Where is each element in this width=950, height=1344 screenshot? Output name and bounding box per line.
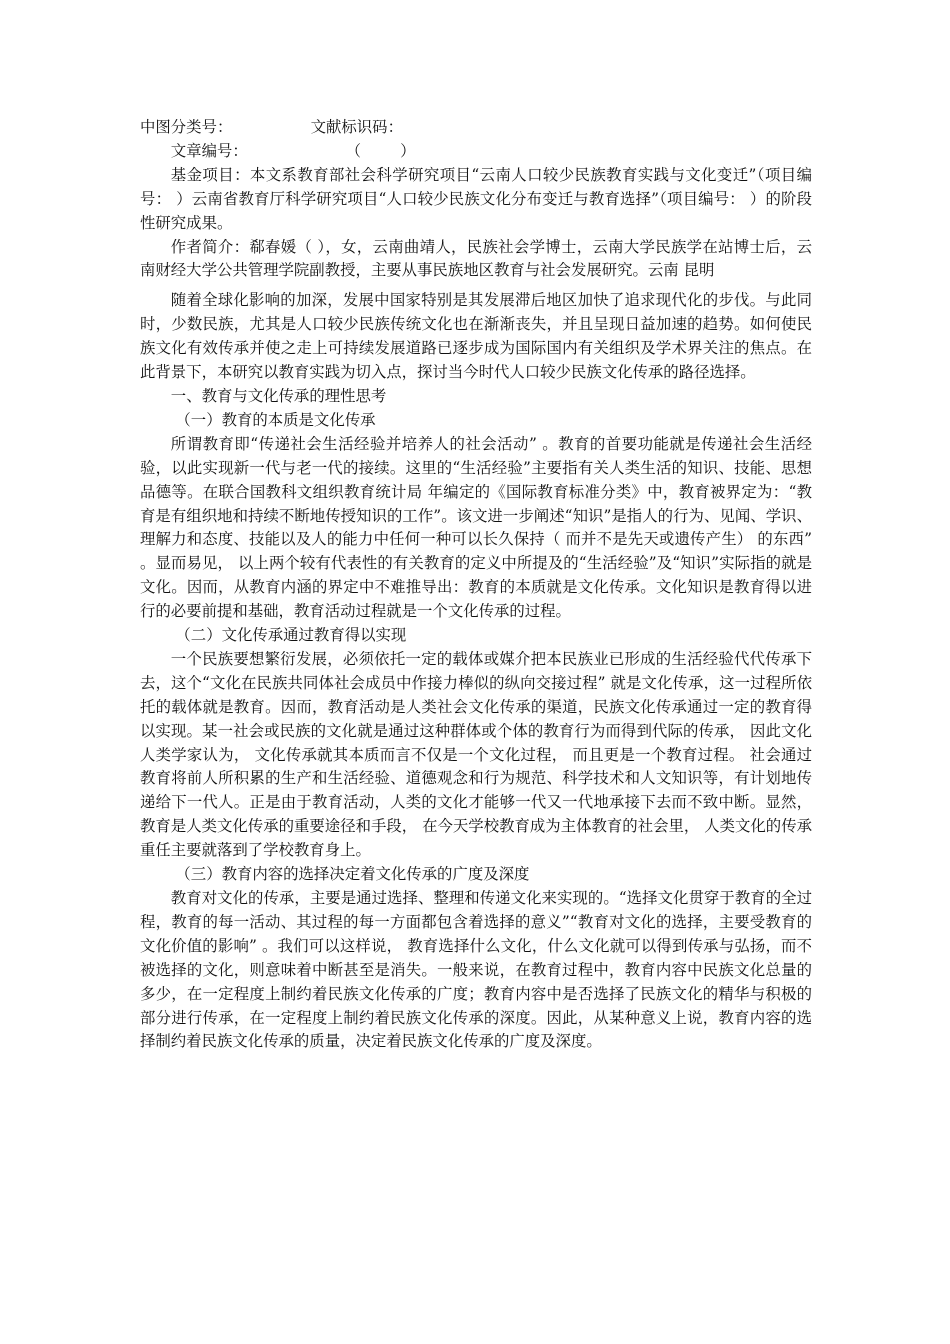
classification-line: 中图分类号： 文献标识码： xyxy=(140,118,403,136)
fund-paragraph: 基金项目：本文系教育部社会科学研究项目“云南人口较少民族教育实践与文化变迁”（项目编号： ）云南省教育厅科学研究项目“人口较少民族文化分布变迁与教育选择”（项目编号： ）的阶段性研究成果。 xyxy=(140,165,812,232)
subsection-heading-3: （三）教育内容的选择决定着文化传承的广度及深度 xyxy=(175,865,530,884)
intro-paragraph: 随着全球化影响的加深，发展中国家特别是其发展滞后地区加快了追求现代化的步伐。与此同时，少数民族，尤其是人口较少民族传统文化也在渐渐丧失，并且呈现日益加速的趋势。如何使民族文化有效传承并使之走上可持续发展道路已逐步成为国际国内有关组织及学术界关注的焦点。在此背景下，本研究以教育实践为切入点，探讨当今时代人口较少民族文化传承的路径选择。 xyxy=(140,291,812,382)
subsection-body-1: 所谓教育即“传递社会生活经验并培养人的社会活动” 。教育的首要功能就是传递社会生活经验，以此实现新一代与老一代的接续。这里的“生活经验”主要指有关人类生活的知识、技能、思想品德等。在联合国教科文组织教育统计局 年编定的《国际教育标准分类》中，教育被界定为：“教育是有组织地和持续不断地传授知识的工作”。该文进一步阐述“知识”是指人的行为、见闻、学识、理解力和态度、技能以及人的能力中任何一种可以长久保持（ 而并不是先天或遗传产生） 的东西” 。显而易见， 以上两个较有代表性的有关教育的定义中所提及的“生活经验”及“知识”实际指的就是文化。因而，从教育内涵的界定中不难推导出：教育的本质就是文化传承。文化知识是教育得以进行的必要前提和基础，教育活动过程就是一个文化传承的过程。 xyxy=(140,434,812,621)
subsection-body-3: 教育对文化的传承，主要是通过选择、整理和传递文化来实现的。“选择文化贯穿于教育的全过程，教育的每一活动、其过程的每一方面都包含着选择的意义”“教育对文化的选择，主要受教育的文化价值的影响” 。我们可以这样说， 教育选择什么文化，什么文化就可以得到传承与弘扬，而不被选择的文化，则意味着中断甚至是消失。一般来说，在教育过程中，教育内容中民族文化总量的多少，在一定程度上制约着民族文化传承的广度；教育内容中是否选择了民族文化的精华与积极的部分进行传承，在一定程度上制约着民族文化传承的深度。因此，从某种意义上说，教育内容的选择制约着民族文化传承的质量，决定着民族文化传承的广度及深度。 xyxy=(140,889,812,1051)
author-paragraph: 作者简介：郗春媛（ ），女，云南曲靖人，民族社会学博士，云南大学民族学在站博士后，云南财经大学公共管理学院副教授，主要从事民族地区教育与社会发展研究。云南 昆明 xyxy=(140,237,812,280)
subsection-heading-2: （二）文化传承通过教育得以实现 xyxy=(175,626,407,645)
document-page xyxy=(140,116,812,1054)
subsection-body-2: 一个民族要想繁衍发展，必须依托一定的载体或媒介把本民族业已形成的生活经验代代传承下去，这个“文化在民族共同体社会成员中作接力棒似的纵向交接过程” 就是文化传承，这一过程所依托的载体就是教育。因而，教育活动是人类社会文化传承的渠道，民族文化传承通过一定的教育得以实现。某一社会或民族的文化就是通过这种群体或个体的教育行为而得到代际的传承， 因此文化人类学家认为， 文化传承就其本质而言不仅是一个文化过程， 而且更是一个教育过程。 社会通过教育将前人所积累的生产和生活经验、道德观念和行为规范、科学技术和人文知识等，有计划地传递给下一代人。正是由于教育活动，人类的文化才能够一代又一代地承接下去而不致中断。显然，教育是人类文化传承的重要途径和手段， 在今天学校教育成为主体教育的社会里， 人类文化的传承重任主要就落到了学校教育身上。 xyxy=(140,649,812,860)
section-heading: 一、教育与文化传承的理性思考 xyxy=(170,386,387,405)
subsection-heading-1: （一）教育的本质是文化传承 xyxy=(175,410,376,429)
article-number-line: 文章编号： （ ） xyxy=(170,141,416,160)
